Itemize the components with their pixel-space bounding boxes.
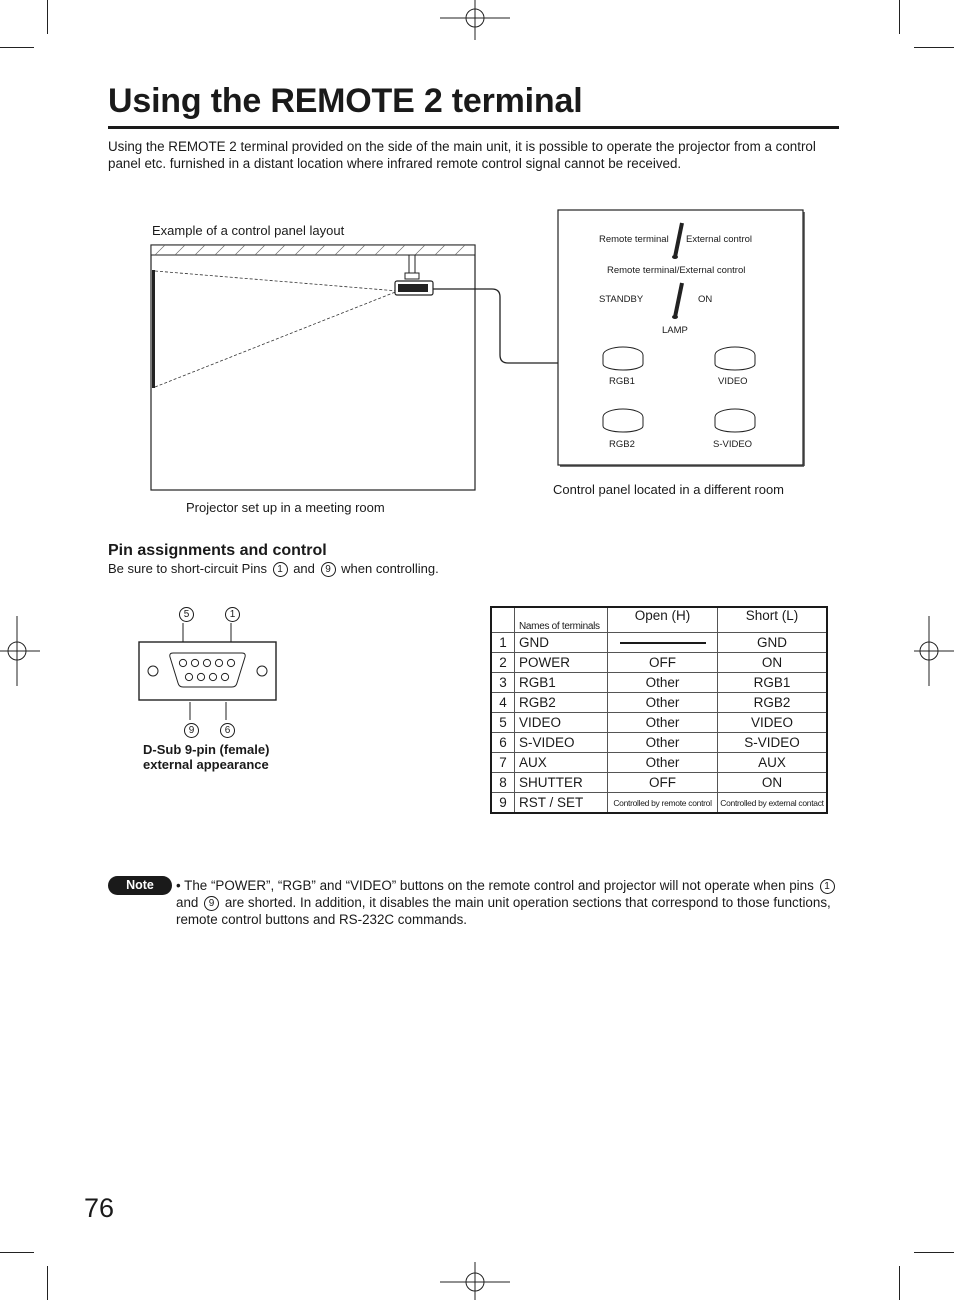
pins-instruction-and: and	[293, 561, 315, 576]
row-short: S-VIDEO	[718, 733, 828, 753]
pins-instruction-after: when controlling.	[341, 561, 439, 576]
header-number	[491, 607, 515, 633]
row-number: 6	[491, 733, 515, 753]
note-text-part1: • The “POWER”, “RGB” and “VIDEO” buttons on the remote control and projector will not operate when pins	[176, 878, 814, 893]
switch1-right-label: External control	[686, 234, 753, 245]
panel-caption: Control panel located in a different room	[553, 482, 785, 497]
row-number: 2	[491, 653, 515, 673]
button-s-video	[715, 409, 755, 432]
switch2-right-label: ON	[698, 294, 713, 305]
header-names: Names of terminals	[515, 607, 608, 633]
button-rgb1	[603, 347, 643, 370]
connector-caption-line1: D-Sub 9-pin (female)	[143, 742, 270, 757]
pin-badge-9: 9	[321, 562, 336, 577]
pins-instruction-before: Be sure to short-circuit Pins	[108, 561, 267, 576]
connector-caption	[143, 742, 269, 772]
row-open: OFF	[608, 653, 718, 673]
row-short: ON	[718, 773, 828, 793]
pins-heading: Pin assignments and control	[108, 542, 327, 559]
title-rule	[108, 126, 839, 129]
header-short: Short (L)	[718, 607, 828, 633]
row-open: Other	[608, 753, 718, 773]
control-layout-diagram	[140, 205, 820, 500]
button-label-rgb1: RGB1	[609, 376, 635, 387]
connector-caption-line2: external appearance	[143, 757, 269, 772]
header-open: Open (H)	[608, 607, 718, 633]
dsub-connector	[135, 620, 285, 724]
button-rgb2	[603, 409, 643, 432]
row-name: RGB2	[515, 693, 608, 713]
page-number: 76	[84, 1193, 115, 1223]
table-row	[491, 773, 827, 793]
row-open: Controlled by remote control	[608, 793, 718, 814]
button-label-video: VIDEO	[718, 376, 748, 387]
row-short: Controlled by external contact	[718, 793, 828, 814]
note-text-part2: are shorted. In addition, it disables the main unit operation sections that correspond to those functions, remote control buttons and RS-232C commands.	[176, 895, 831, 927]
switch1-label: Remote terminal/External control	[607, 265, 746, 276]
switch1-left-label: Remote terminal	[599, 234, 669, 245]
pin-assignment-table	[490, 606, 828, 814]
button-video	[715, 347, 755, 370]
table-row	[491, 793, 827, 814]
room-caption: Projector set up in a meeting room	[186, 500, 385, 515]
button-label-rgb2: RGB2	[609, 439, 635, 450]
intro-paragraph: Using the REMOTE 2 terminal provided on the side of the main unit, it is possible to operate the projector from a control panel etc. furnished in a distant location where infrared remote control signal cannot be received.	[108, 139, 816, 171]
row-number: 8	[491, 773, 515, 793]
connector-label-top-right: 1	[223, 605, 242, 623]
table-row	[491, 633, 827, 653]
note-badge: Note	[108, 876, 172, 895]
row-open: Other	[608, 733, 718, 753]
row-number: 1	[491, 633, 515, 653]
table-row	[491, 713, 827, 733]
row-open: Other	[608, 713, 718, 733]
row-number: 5	[491, 713, 515, 733]
row-short: VIDEO	[718, 713, 828, 733]
control-panel	[558, 210, 804, 466]
note-text-and: and	[176, 895, 199, 910]
pin-badge-1: 1	[273, 562, 288, 577]
row-open: OFF	[608, 773, 718, 793]
switch2-left-label: STANDBY	[599, 294, 644, 305]
table-row	[491, 753, 827, 773]
row-open-none	[608, 633, 718, 653]
row-short: AUX	[718, 753, 828, 773]
row-number: 9	[491, 793, 515, 814]
dash-line	[620, 642, 706, 644]
table-row	[491, 653, 827, 673]
row-number: 4	[491, 693, 515, 713]
row-open: Other	[608, 673, 718, 693]
row-short: RGB2	[718, 693, 828, 713]
table-header-row	[491, 607, 827, 633]
switch2-label: LAMP	[662, 325, 688, 336]
note-pin-badge-1: 1	[820, 879, 835, 894]
button-label-s-video: S-VIDEO	[713, 439, 753, 450]
connector-label-top-left: 5	[177, 605, 196, 623]
row-short: ON	[718, 653, 828, 673]
row-name: POWER	[515, 653, 608, 673]
pins-instruction	[108, 561, 439, 577]
connector-label-bottom-right: 6	[218, 721, 237, 739]
row-name: AUX	[515, 753, 608, 773]
table-row	[491, 733, 827, 753]
note-pin-badge-9: 9	[204, 896, 219, 911]
layout-caption: Example of a control panel layout	[152, 223, 345, 238]
table-row	[491, 673, 827, 693]
table-row	[491, 693, 827, 713]
connector-label-bottom-left: 9	[182, 721, 201, 739]
row-name: SHUTTER	[515, 773, 608, 793]
row-short: RGB1	[718, 673, 828, 693]
row-name: RST / SET	[515, 793, 608, 814]
row-open: Other	[608, 693, 718, 713]
row-name: RGB1	[515, 673, 608, 693]
row-name: S-VIDEO	[515, 733, 608, 753]
row-number: 7	[491, 753, 515, 773]
page-title: Using the REMOTE 2 terminal	[108, 82, 583, 120]
row-name: VIDEO	[515, 713, 608, 733]
row-short: GND	[718, 633, 828, 653]
row-name: GND	[515, 633, 608, 653]
note-text	[176, 877, 840, 928]
row-number: 3	[491, 673, 515, 693]
